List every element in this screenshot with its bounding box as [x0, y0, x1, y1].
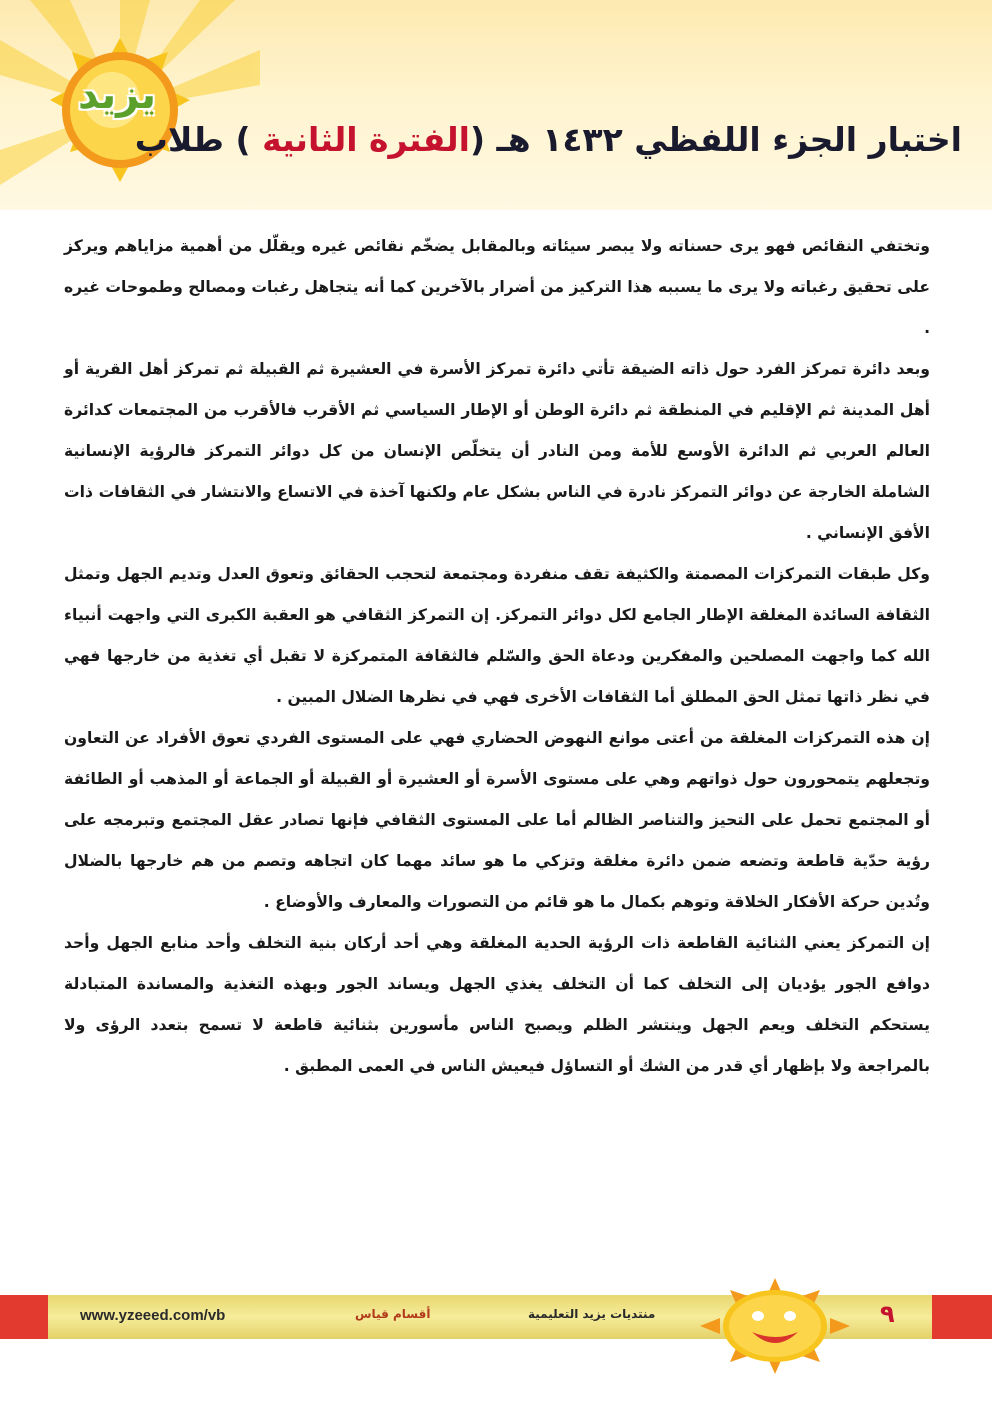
page-number: ٩ — [880, 1300, 895, 1328]
footer-forum-name: منتديات يزيد التعليمية — [528, 1307, 656, 1321]
title-highlight: الفترة الثانية — [262, 120, 470, 159]
footer-sections-label: أقسام قياس — [355, 1307, 431, 1321]
page-footer — [0, 1290, 992, 1403]
paragraph: إن التمركز يعني الثنائية القاطعة ذات الرؤية الحدية المغلقة وهي أحد أركان بنية التخلف وأحد منابع الجهل وأحد دوافع الجور يؤديان إلى التخلف كما أن التخلف يغذي الجهل ويساند الجور وبهذه التغذية والمساندة المتبادلة يستحكم التخلف ويعم الجهل وينتشر الظلم ويصبح الناس مأسورين بثنائية قاطعة لا تسمح بتعدد الرؤى ولا بالمراجعة ولا بإظهار أي قدر من الشك أو التساؤل فيعيش الناس في العمى المطبق . — [64, 934, 930, 1075]
title-text-start: اختبار الجزء اللفظي ١٤٣٢ هـ ( — [469, 120, 962, 159]
paragraph: وبعد دائرة تمركز الفرد حول ذاته الضيقة تأتي دائرة تمركز الأسرة في العشيرة ثم القبيلة ثم تمركز أهل القرية أو أهل المدينة ثم الإقليم في المنطقة ثم دائرة الوطن أو الإطار السياسي ثم الأقرب فالأقرب من المجتمعات كدائرة العالم العربي ثم الدائرة الأوسع للأمة ومن النادر أن يتخلّص الإنسان من كل دوائر التمركز فالرؤية الإنسانية الشاملة الخارجة عن دوائر التمركز نادرة في الناس بشكل عام ولكنها آخذة في الاتساع والانتشار في الثقافات ذات الأفق الإنساني . — [64, 360, 930, 542]
paragraph: وتختفي النقائص فهو يرى حسناته ولا يبصر سيئاته وبالمقابل يضخّم نقائص غيره ويقلّل من أهمية مزاياهم ويركز على تحقيق رغباته ولا يرى ما يسببه هذا التركيز من أضرار بالآخرين كما أنه يتجاهل رغبات ومصالح وطموحات غيره . — [64, 237, 930, 337]
article-body — [64, 226, 930, 1087]
logo-wordmark: يزيد — [77, 72, 157, 118]
footer-website-link[interactable]: www.yzeeed.com/vb — [80, 1307, 226, 1324]
paragraph: وكل طبقات التمركزات المصمتة والكثيفة تقف منفردة ومجتمعة لتحجب الحقائق وتعوق العدل وتديم الجهل وتمثل الثقافة السائدة المغلقة الإطار الجامع لكل دوائر التمركز. إن التمركز الثقافي هو العقبة الكبرى التي واجهت أنبياء الله كما واجهت المصلحين والمفكرين ودعاة الحق والسّلم فالثقافة المتمركزة لا تقبل أي تغذية من خارجها فهي في نظر ذاتها تمثل الحق المطلق أما الثقافات الأخرى فهي في نظرها الضلال المبين . — [64, 565, 930, 706]
paragraph: إن هذه التمركزات المغلقة من أعتى موانع النهوض الحضاري فهي على المستوى الفردي تعوق الأفراد عن التعاون وتجعلهم يتمحورون حول ذواتهم وهي على مستوى الأسرة أو العشيرة أو القبيلة أو الجماعة أو المذهب أو الطائفة أو المجتمع تحمل على التحيز والتناصر الظالم أما على المستوى الثقافي فإنها تصادر عقل المجتمع وتبرمجه على رؤية حدّية قاطعة وتضعه ضمن دائرة مغلقة وتزكي ما هو سائد مهما كان اتجاهه وتصم من هم خارجها بالضلال وتُدين حركة الأفكار الخلاقة وتوهم بكمال ما هو قائم من التصورات والمعارف والأوضاع . — [64, 729, 930, 911]
page-header — [0, 0, 992, 210]
smiling-sun-icon — [690, 1276, 860, 1376]
title-text-end: ) طلاب — [134, 120, 263, 159]
footer-accent-right — [932, 1295, 992, 1339]
page-title — [135, 120, 962, 159]
footer-accent-left — [0, 1295, 48, 1339]
